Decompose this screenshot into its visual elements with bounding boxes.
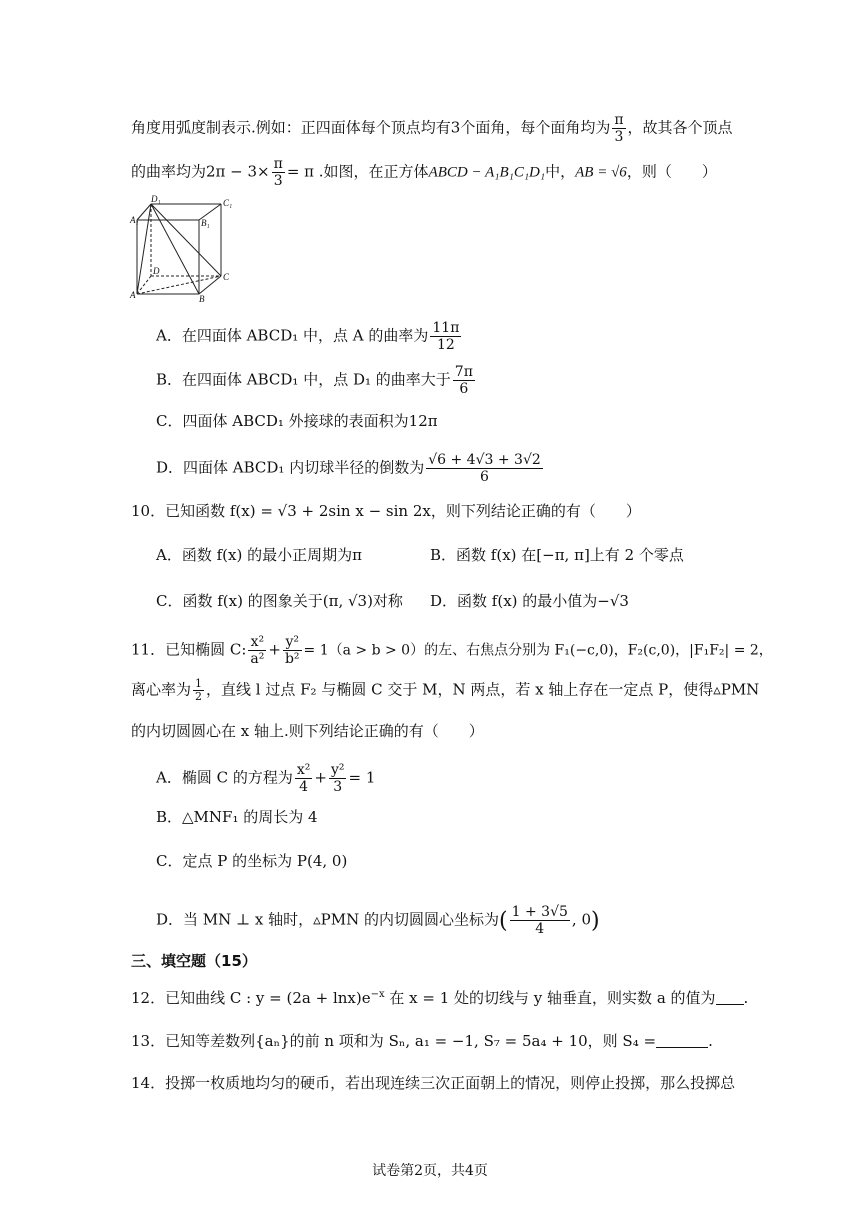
label-a: A [130, 290, 136, 300]
label-b: B [199, 294, 205, 304]
label-d: D [153, 266, 160, 276]
label-b1: B₁ [201, 218, 210, 228]
q10-option-a: A．函数 f(x) 的最小正周期为π [156, 546, 362, 564]
label-d1: D₁ [151, 194, 161, 204]
q9-option-d: D．四面体 ABCD₁ 内切球半径的倒数为 $\frac{√6 + 4√3 + 3√2}{6}$ [156, 452, 541, 485]
q14: 14．投掷一枚质地均匀的硬币，若出现连续三次正面朝上的情况，则停止投掷，那么投掷总 [131, 1074, 736, 1092]
q9-option-c: C．四面体 ABCD₁ 外接球的表面积为12π [156, 412, 438, 430]
cube-figure [131, 196, 233, 304]
answer-blank-12[interactable] [716, 990, 744, 1005]
section-title-fill-in: 三、填空题（15） [131, 952, 257, 970]
pi-over-3-fraction: $\frac{\pi}{3}$ [614, 112, 624, 145]
q12: 12．已知曲线 C : $y = (2a + \ln x)e^{-x}$ 在 x = 1 处的切线与 y 轴垂直，则实数 a 的值为 . [131, 989, 749, 1007]
cube-name: ABCD − A₁B₁C₁D₁ [428, 164, 546, 181]
q11-line2: 离心率为 $\frac{1}{2}$ ，直线 l 过点 F₂ 与椭圆 C 交于 M，N 两点，若 x 轴上存在一定点 P，使得▵PMN [131, 677, 760, 703]
q9-option-b: B．在四面体 ABCD₁ 中，点 D₁ 的曲率大于 $\frac{7\pi}{6}$ [156, 364, 473, 397]
q9-line1-tail: ，故其各个顶点 [627, 118, 733, 137]
q11-option-a: A．椭圆 C 的方程为 $\frac{\text{x²}}{4}$ + $\frac{\text{y²}}{3}$ = 1 [156, 762, 376, 795]
seven-pi-over-6: $\frac{7\pi}{6}$ [454, 364, 473, 397]
q10-option-d: D．函数 f(x) 的最小值为−√3 [430, 592, 629, 610]
right-paren: ) [591, 908, 600, 934]
eleven-pi-over-12: $\frac{11\pi}{12}$ [432, 320, 460, 353]
y2-over-3: $\frac{\text{y²}}{3}$ [330, 762, 345, 795]
q10-option-b: B．函数 f(x) 在[−π, π]上有 2 个零点 [430, 546, 684, 564]
q11-option-b: B．△MNF₁ 的周长为 4 [156, 808, 318, 826]
q9-option-a: A．在四面体 ABCD₁ 中，点 A 的曲率为 $\frac{11\pi}{12}$ [156, 320, 460, 353]
one-half-fraction: $\frac{1}{2}$ [195, 677, 203, 703]
inradius-reciprocal-fraction: $\frac{√6 + 4√3 + 3√2}{6}$ [428, 452, 541, 485]
label-a1: A₁ [130, 215, 139, 225]
pi-over-3-fraction-2: $\frac{\pi}{3}$ [273, 156, 283, 189]
y2-over-b2: $\frac{\text{y²}}{\text{b²}}$ [284, 634, 300, 667]
answer-blank-13[interactable] [656, 1033, 708, 1048]
ab-length: AB = √6 [575, 164, 627, 181]
left-paren: ( [499, 908, 508, 934]
q11-stem: 11．已知椭圆 C: $\frac{\text{x²}}{\text{a²}}$ + $\frac{\text{y²}}{\text{b²}}$ = 1（a > b > 0）的左、右焦点分别为 F₁(−c,0)，F₂(c,0)，|F₁F₂| = 2， [131, 634, 773, 667]
q9-line1-text: 角度用弧度制表示.例如：正四面体每个顶点均有3个面角，每个面角均为 [131, 118, 611, 137]
q9-line1 [131, 112, 733, 145]
label-c1: C₁ [223, 198, 233, 208]
q11-option-c: C．定点 P 的坐标为 P(4, 0) [156, 852, 348, 870]
q11-option-d: D．当 MN ⊥ x 轴时，▵PMN 的内切圆圆心坐标为( $\frac{1 + 3√5}{4}$ , 0) [156, 904, 600, 937]
q10-option-c: C．函数 f(x) 的图象关于(π, √3)对称 [156, 592, 403, 610]
label-c: C [223, 272, 230, 282]
q13: 13．已知等差数列{aₙ}的前 n 项和为 Sₙ, a₁ = −1, S₇ = 5a₄ + 10，则 S₄ = . [131, 1032, 713, 1050]
x2-over-a2: $\frac{\text{x²}}{\text{a²}}$ [250, 634, 265, 667]
page-footer: 试卷第2页，共4页 [372, 1163, 488, 1179]
q10-stem: 10．已知函数 f(x) = √3 + 2sin x − sin 2x，则下列结论正确的有（ ） [131, 502, 641, 520]
x2-over-4: $\frac{\text{x²}}{4}$ [296, 762, 311, 795]
incenter-x-fraction: $\frac{1 + 3√5}{4}$ [511, 904, 568, 937]
q9-line2: 的曲率均为2π − 3× $\frac{\pi}{3}$ = π .如图，在正方体ABCD − A₁B₁C₁D₁中，AB = √6，则（ ） [131, 156, 717, 189]
q11-line3: 的内切圆圆心在 x 轴上.则下列结论正确的有（ ） [131, 722, 484, 740]
q9-line2-text: 的曲率均为2π − 3× [131, 162, 270, 181]
